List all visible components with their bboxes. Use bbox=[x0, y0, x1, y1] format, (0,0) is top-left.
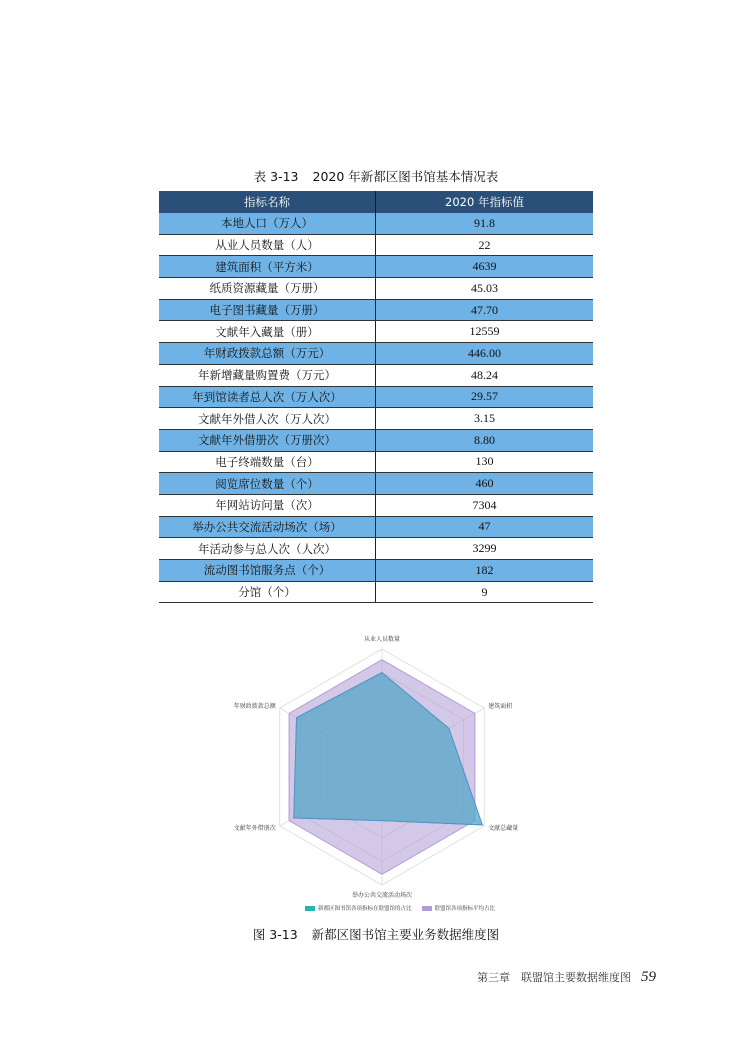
indicator-value-cell: 130 bbox=[376, 451, 594, 473]
table-row bbox=[159, 234, 593, 256]
indicator-value-cell: 182 bbox=[376, 560, 594, 582]
table-row bbox=[159, 516, 593, 538]
table-row bbox=[159, 278, 593, 300]
radar-axis-label: 建筑面积 bbox=[488, 703, 513, 710]
table-header-row bbox=[159, 191, 593, 213]
table-body bbox=[159, 213, 593, 603]
indicator-name-cell: 纸质资源藏量（万册） bbox=[159, 278, 376, 300]
radar-chart bbox=[220, 622, 540, 907]
table-row bbox=[159, 429, 593, 451]
indicator-name-cell: 年财政拨款总额（万元） bbox=[159, 343, 376, 365]
indicator-name-cell: 电子终端数量（台） bbox=[159, 451, 376, 473]
table-row bbox=[159, 473, 593, 495]
indicator-name-cell: 年新增藏量购置费（万元） bbox=[159, 364, 376, 386]
indicator-name-cell: 建筑面积（平方米） bbox=[159, 256, 376, 278]
table-row bbox=[159, 538, 593, 560]
indicator-value-cell: 48.24 bbox=[376, 364, 594, 386]
legend-label-average: 联盟馆各项指标平均占比 bbox=[434, 906, 496, 912]
table-row bbox=[159, 494, 593, 516]
legend-swatch-library bbox=[305, 906, 315, 911]
table-row bbox=[159, 408, 593, 430]
indicator-name-cell: 阅览席位数量（个） bbox=[159, 473, 376, 495]
indicator-value-cell: 22 bbox=[376, 234, 594, 256]
indicator-value-cell: 3299 bbox=[376, 538, 594, 560]
table-row bbox=[159, 321, 593, 343]
page-footer bbox=[477, 969, 656, 986]
legend-label-library: 新都区图书馆各项指标在联盟馆的占比 bbox=[317, 906, 412, 912]
legend-swatch-average bbox=[422, 906, 432, 911]
indicator-value-cell: 47.70 bbox=[376, 299, 594, 321]
indicator-value-cell: 3.15 bbox=[376, 408, 594, 430]
indicator-name-cell: 从业人员数量（人） bbox=[159, 234, 376, 256]
radar-axis-label: 文献总藏量 bbox=[488, 825, 519, 832]
indicator-name-cell: 年活动参与总人次（人次） bbox=[159, 538, 376, 560]
indicator-name-cell: 文献年外借人次（万人次） bbox=[159, 408, 376, 430]
table-row bbox=[159, 343, 593, 365]
indicator-value-cell: 91.8 bbox=[376, 213, 594, 234]
indicator-name-cell: 文献年入藏量（册） bbox=[159, 321, 376, 343]
page-number: 59 bbox=[641, 969, 656, 985]
indicator-name-cell: 电子图书藏量（万册） bbox=[159, 299, 376, 321]
table-row bbox=[159, 386, 593, 408]
indicator-value-cell: 9 bbox=[376, 581, 594, 603]
footer-chapter: 第三章 联盟馆主要数据维度图 bbox=[477, 971, 631, 984]
indicator-name-cell: 举办公共交流活动场次（场） bbox=[159, 516, 376, 538]
library-stats-table bbox=[159, 191, 593, 603]
table-caption-title: 2020 年新都区图书馆基本情况表 bbox=[312, 169, 499, 184]
indicator-name-cell: 本地人口（万人） bbox=[159, 213, 376, 234]
legend-item-average bbox=[422, 904, 496, 912]
indicator-value-cell: 12559 bbox=[376, 321, 594, 343]
radar-axis-label: 年财政拨款总额 bbox=[233, 703, 276, 710]
indicator-name-cell: 流动图书馆服务点（个） bbox=[159, 560, 376, 582]
table-row bbox=[159, 581, 593, 603]
table-row bbox=[159, 451, 593, 473]
indicator-value-cell: 4639 bbox=[376, 256, 594, 278]
radar-axis-label: 举办公共交流活动场次 bbox=[351, 892, 413, 899]
header-indicator-value: 2020 年指标值 bbox=[376, 191, 594, 213]
table-row bbox=[159, 213, 593, 234]
indicator-name-cell: 文献年外借册次（万册次） bbox=[159, 429, 376, 451]
indicator-name-cell: 分馆（个） bbox=[159, 581, 376, 603]
radar-axis-label: 文献年外借册次 bbox=[233, 825, 276, 832]
indicator-value-cell: 446.00 bbox=[376, 343, 594, 365]
indicator-value-cell: 47 bbox=[376, 516, 594, 538]
indicator-name-cell: 年到馆读者总人次（万人次） bbox=[159, 386, 376, 408]
header-indicator-name: 指标名称 bbox=[159, 191, 376, 213]
legend-item-library bbox=[305, 904, 412, 912]
indicator-name-cell: 年网站访问量（次） bbox=[159, 494, 376, 516]
figure-caption-number: 图 3-13 bbox=[252, 927, 298, 942]
table-caption bbox=[0, 167, 752, 185]
chart-legend bbox=[290, 904, 510, 912]
radar-axis-label: 从业人员数量 bbox=[363, 636, 401, 643]
indicator-value-cell: 45.03 bbox=[376, 278, 594, 300]
table-caption-number: 表 3-13 bbox=[253, 169, 299, 184]
indicator-value-cell: 29.57 bbox=[376, 386, 594, 408]
indicator-value-cell: 460 bbox=[376, 473, 594, 495]
table-row bbox=[159, 299, 593, 321]
table-row bbox=[159, 364, 593, 386]
indicator-value-cell: 7304 bbox=[376, 494, 594, 516]
indicator-value-cell: 8.80 bbox=[376, 429, 594, 451]
figure-caption-title: 新都区图书馆主要业务数据维度图 bbox=[311, 927, 500, 942]
table-row bbox=[159, 256, 593, 278]
figure-caption bbox=[0, 925, 752, 943]
table-row bbox=[159, 560, 593, 582]
